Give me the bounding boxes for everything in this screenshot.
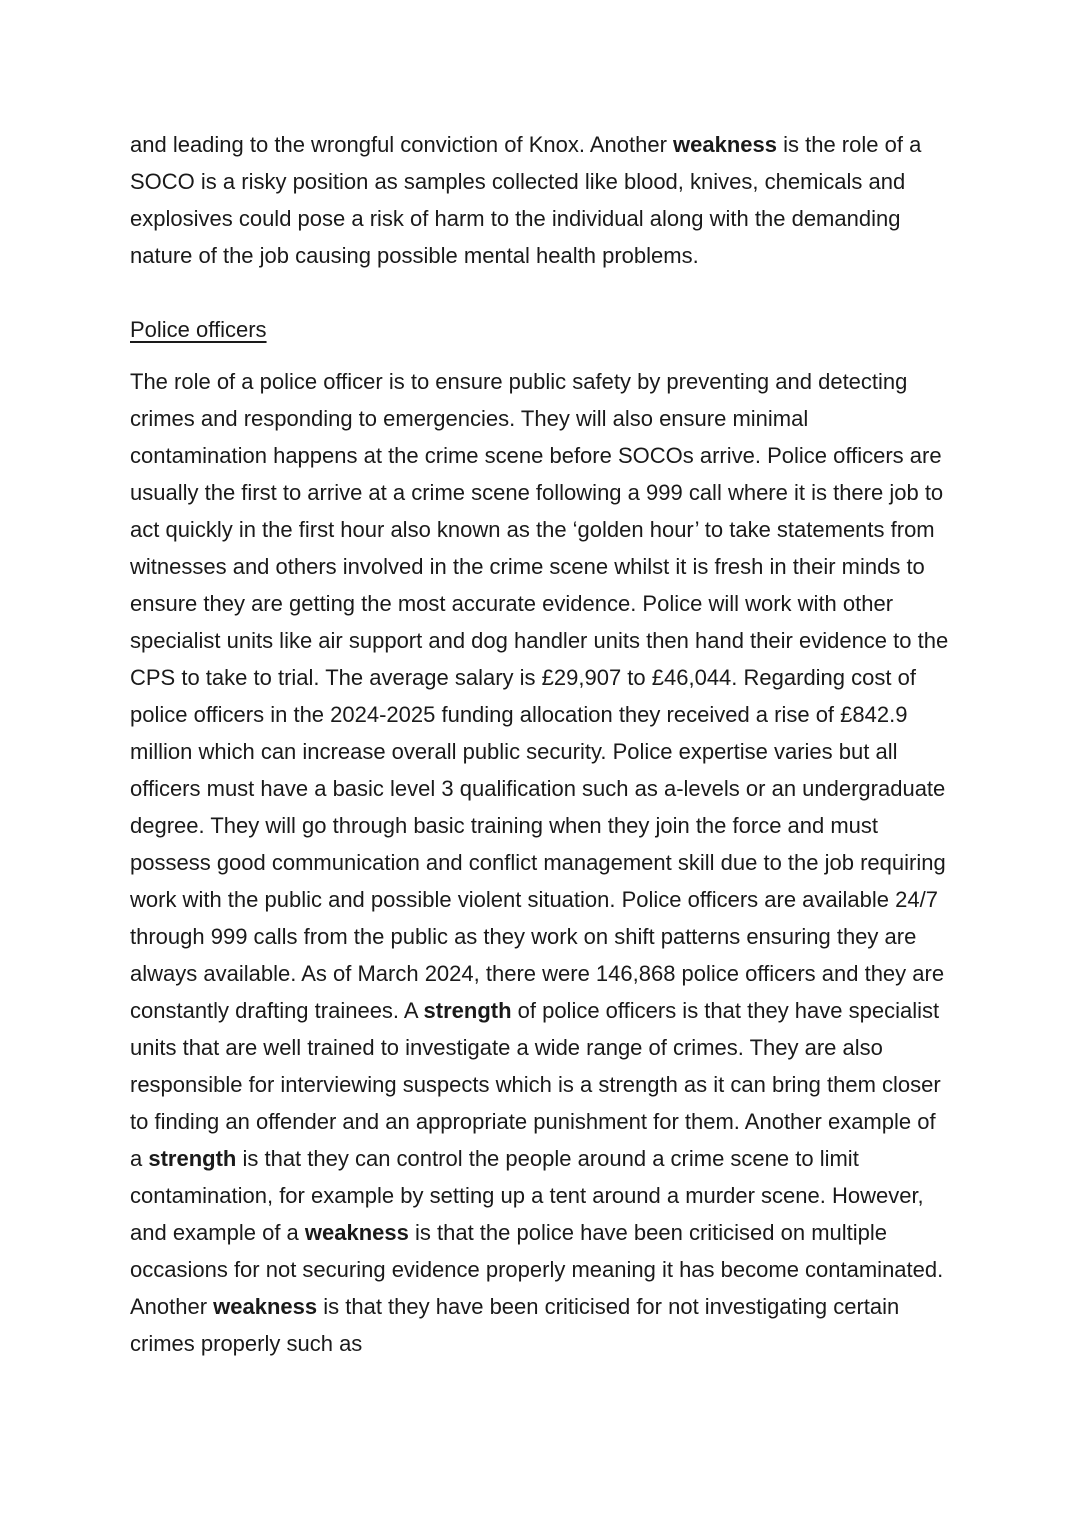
- paragraph: [130, 126, 950, 274]
- text-run: is that they have been criticised for not investigating certain crimes properly such as: [130, 1294, 900, 1356]
- section-heading: [130, 311, 950, 348]
- bold-text-run: weakness: [673, 132, 777, 157]
- text-run: of police officers is that they have specialist units that are well trained to investigate a wide range of crimes. They are also responsible for interviewing suspects which is a strength as it can bring them closer to finding an offender and an appropriate punishment for them. Another example of a: [130, 998, 941, 1171]
- text-run: Police officers: [130, 317, 267, 342]
- bold-text-run: weakness: [304, 1220, 409, 1245]
- text-run: and leading to the wrongful conviction of Knox. Another: [130, 132, 674, 157]
- bold-text-run: strength: [423, 998, 512, 1023]
- bold-text-run: strength: [148, 1146, 237, 1171]
- paragraph: [130, 363, 950, 1362]
- text-run: The role of a police officer is to ensure public safety by preventing and detecting crimes and responding to emergencies. They will also ensure minimal contamination happens at the crime scene before SOCOs arrive. Police officers are usually the first to arrive at a crime scene following a 999 call where it is there job to act quickly in the first hour also known as the ‘golden hour’ to take statements from witnesses and others involved in the crime scene whilst it is fresh in their minds to ensure they are getting the most accurate evidence. Police will work with other specialist units like air support and dog handler units then hand their evidence to the CPS to take to trial. The average salary is £29,907 to £46,044. Regarding cost of police officers in the 2024-2025 funding allocation they received a rise of £842.9 million which can increase overall public security. Police expertise varies but all officers must have a basic level 3 qualification such as a-levels or an undergraduate degree. They will go through basic training when they join the force and must possess good communication and conflict management skill due to the job requiring work with the public and possible violent situation. Police officers are available 24/7 through 999 calls from the public as they work on shift patterns ensuring they are always available. As of March 2024, there were 146,868 police officers and they are constantly drafting trainees. A: [130, 369, 949, 1023]
- text-run: is that the police have been criticised on multiple occasions for not securing evidence properly meaning it has become contaminated. Another: [130, 1220, 944, 1319]
- document-body: [130, 126, 950, 1362]
- text-run: is that they can control the people around a crime scene to limit contamination, for example by setting up a tent around a murder scene. However, and example of a: [130, 1146, 924, 1245]
- text-run: is the role of a SOCO is a risky position as samples collected like blood, knives, chemicals and explosives could pose a risk of harm to the individual along with the demanding nature of the job causing possible mental health problems.: [130, 132, 922, 268]
- bold-text-run: weakness: [213, 1294, 318, 1319]
